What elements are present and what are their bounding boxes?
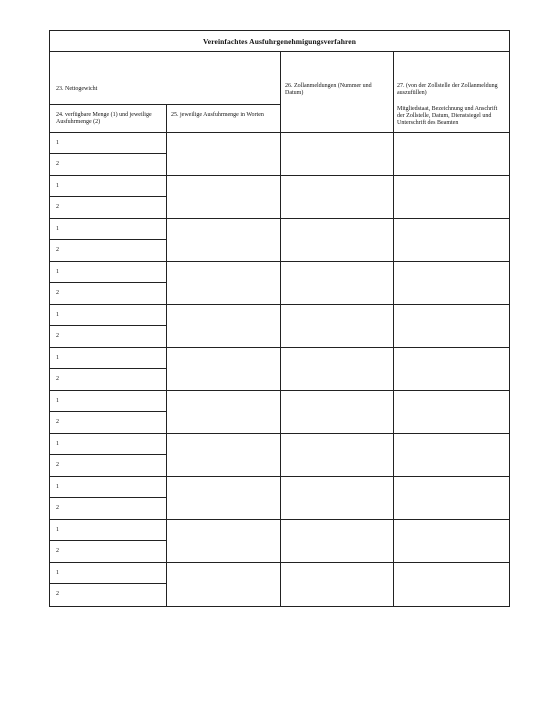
quantity-cell[interactable] — [50, 369, 166, 390]
quantity-line-number: 2 — [56, 462, 59, 468]
quantity-line-number: 1 — [56, 527, 59, 533]
quantity-line-number: 2 — [56, 204, 59, 210]
table-row — [50, 563, 509, 606]
quantity-cell[interactable] — [50, 133, 166, 154]
quantity-cell[interactable] — [50, 391, 166, 412]
table-row — [50, 391, 509, 434]
field-25-label: 25. jeweilige Ausfuhrmenge in Worten — [171, 112, 264, 118]
field-23-label: 23. Nettogewicht — [56, 86, 98, 92]
quantity-cell[interactable] — [50, 176, 166, 197]
quantity-line-number: 2 — [56, 376, 59, 382]
quantity-cell[interactable] — [50, 498, 166, 519]
quantity-cell[interactable] — [50, 563, 166, 584]
field-27-note: Mitgliedstaat, Bezeichnung und Anschrift der Zollstelle, Datum, Dienstsiegel und Unterschrift des Beamten — [397, 106, 498, 126]
field-27-label: 27. (von der Zollstelle der Zollanmeldung auszufüllen) — [397, 83, 498, 96]
quantity-cell[interactable] — [50, 262, 166, 283]
quantity-line-number: 1 — [56, 570, 59, 576]
quantity-cell[interactable] — [50, 455, 166, 476]
table-row — [50, 133, 509, 176]
quantity-line-number: 1 — [56, 484, 59, 490]
quantity-line-number: 2 — [56, 161, 59, 167]
quantity-line-number: 2 — [56, 591, 59, 597]
quantity-cell[interactable] — [50, 348, 166, 369]
quantity-line-number: 1 — [56, 269, 59, 275]
header-col-divider-2 — [280, 52, 281, 132]
quantity-cell[interactable] — [50, 219, 166, 240]
quantity-line-number: 2 — [56, 333, 59, 339]
header-col-divider-1 — [166, 104, 167, 132]
quantity-cell[interactable] — [50, 197, 166, 218]
quantity-line-number: 1 — [56, 441, 59, 447]
quantity-line-number: 2 — [56, 419, 59, 425]
quantity-cell[interactable] — [50, 305, 166, 326]
quantity-cell[interactable] — [50, 434, 166, 455]
table-row — [50, 262, 509, 305]
quantity-cell[interactable] — [50, 541, 166, 562]
field-26-label: 26. Zollanmeldungen (Nummer und Datum) — [285, 83, 372, 96]
form-header — [49, 52, 510, 133]
field-24-label: 24. verfügbare Menge (1) und jeweilige Ausfuhrmenge (2) — [56, 112, 152, 125]
quantity-line-number: 1 — [56, 140, 59, 146]
quantity-line-number: 1 — [56, 226, 59, 232]
table-row — [50, 434, 509, 477]
quantity-line-number: 2 — [56, 505, 59, 511]
quantity-line-number: 2 — [56, 548, 59, 554]
entry-rows — [49, 133, 510, 607]
header-divider — [50, 104, 280, 105]
export-form — [49, 30, 510, 607]
quantity-cell[interactable] — [50, 283, 166, 304]
quantity-line-number: 2 — [56, 290, 59, 296]
table-row — [50, 305, 509, 348]
table-row — [50, 477, 509, 520]
quantity-cell[interactable] — [50, 520, 166, 541]
quantity-line-number: 1 — [56, 398, 59, 404]
table-row — [50, 219, 509, 262]
header-col-divider-3 — [393, 52, 394, 132]
table-row — [50, 520, 509, 563]
quantity-line-number: 2 — [56, 247, 59, 253]
quantity-cell[interactable] — [50, 584, 166, 605]
table-row — [50, 348, 509, 391]
quantity-line-number: 1 — [56, 355, 59, 361]
quantity-cell[interactable] — [50, 154, 166, 175]
table-row — [50, 176, 509, 219]
quantity-cell[interactable] — [50, 326, 166, 347]
quantity-cell[interactable] — [50, 240, 166, 261]
quantity-line-number: 1 — [56, 312, 59, 318]
form-title: Vereinfachtes Ausfuhrgenehmigungsverfahren — [49, 30, 510, 52]
quantity-cell[interactable] — [50, 477, 166, 498]
quantity-cell[interactable] — [50, 412, 166, 433]
quantity-line-number: 1 — [56, 183, 59, 189]
